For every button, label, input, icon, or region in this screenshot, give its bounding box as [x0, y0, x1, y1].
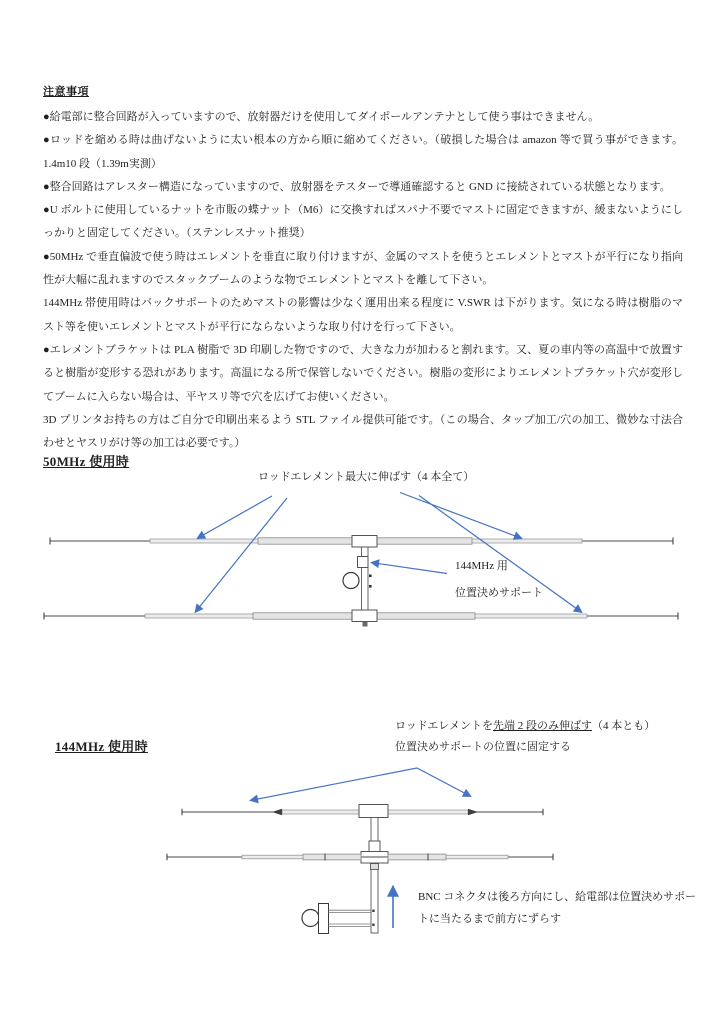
label-rod-underlined: 先端 2 段のみ伸ばす — [493, 720, 593, 732]
note-paragraph: ●エレメントブラケットは PLA 樹脂で 3D 印刷した物ですので、大きな力が加わると割れます。又、夏の車内等の高温中で放置すると樹脂が変形する恐れがあります。高温になる所で保管しないでください。樹脂の変形によりエレメントブラケット穴が変形してブームに入らない場合は、平ヤスリ等で穴を広げてお使いください。 — [43, 343, 683, 403]
note-paragraph: ●整合回路はアレスター構造になっていますので、放射器をテスターで導通確認すると GND に接続されている状態となります。 — [43, 180, 671, 193]
arrow-support — [371, 563, 447, 574]
note-paragraph: ●U ボルトに使用しているナットを市販の蝶ナット（M6）に交換すればスパナ不要でマストに固定できますが、緩まないようにしっかりと固定してください。（ステンレスナット推奨） — [43, 204, 683, 240]
page-title: 注意事項 — [43, 86, 89, 98]
arrow-bottom-left — [195, 498, 287, 613]
note-paragraph: ●50MHz で垂直偏波で使う時はエレメントを垂直に取り付けますが、金属のマストを使うとエレメントとマストが平行になり指向性が大幅に乱れますのでスタックブームのような物でエレメントとマストを離して下さい。 — [43, 250, 683, 287]
arrow-top-left — [197, 496, 272, 539]
note-paragraph: ●ロッドを縮める時は曲げないように太い根本の方から順に縮めてください。（破損した場合は amazon 等で買う事ができます。1.4m10 段（1.39m実測） — [43, 134, 683, 170]
label-144mhz-support-line1: 144MHz 用 — [455, 560, 508, 572]
boom-50 — [352, 536, 377, 627]
antenna-diagram-144mhz — [0, 715, 724, 955]
bnc-connector — [371, 864, 379, 870]
note-paragraph: 144MHz 帯使用時はバックサポートのためマストの影響は少なく運用出来る程度に V.SWR は下がります。気になる時は樹脂のマスト等を使いエレメントとマストが平行にならないような取り付けを行って下さい。 — [43, 297, 683, 333]
lower-boom-144 — [371, 863, 379, 933]
label-rod-extend-50: ロッドエレメント最大に伸ばす（4 本全て） — [258, 471, 475, 483]
label-rod-pre: ロッドエレメントを — [395, 720, 494, 732]
label-144mhz-support-line2: 位置決めサポート — [455, 587, 543, 599]
u-bolt-clamp-144 — [302, 904, 371, 934]
label-rod-extend-144-line1 — [395, 719, 655, 734]
label-rod-extend-144-line2: 位置決めサポートの位置に固定する — [395, 741, 571, 753]
precautions-block — [43, 83, 683, 455]
section-heading-50mhz: 50MHz 使用時 — [43, 454, 130, 469]
note-paragraph: ●給電部に整合回路が入っていますので、放射器だけを使用してダイポールアンテナとして使う事はできません。 — [43, 111, 600, 123]
antenna-diagram-50mhz — [0, 455, 724, 667]
label-bnc-line1: BNC コネクタは後ろ方向にし、給電部は位置決めサポー — [418, 891, 697, 903]
label-bnc-line2: トに当たるまで前方にずらす — [418, 913, 561, 925]
arrow-fork — [250, 768, 471, 801]
arrow-top-right — [400, 493, 522, 539]
second-element-144 — [167, 852, 553, 864]
positioning-support-144 — [369, 841, 380, 852]
positioning-support-50 — [358, 557, 369, 568]
note-paragraph: 3D プリンタお持ちの方はご自分で印刷出来るよう STL ファイル提供可能です。（この場合、タップ加工/穴の加工、微妙な寸法合わせとヤスリがけ等の加工は必要です。） — [43, 413, 683, 450]
section-heading-144mhz: 144MHz 使用時 — [55, 739, 148, 754]
label-rod-post: （4 本とも） — [592, 720, 656, 732]
